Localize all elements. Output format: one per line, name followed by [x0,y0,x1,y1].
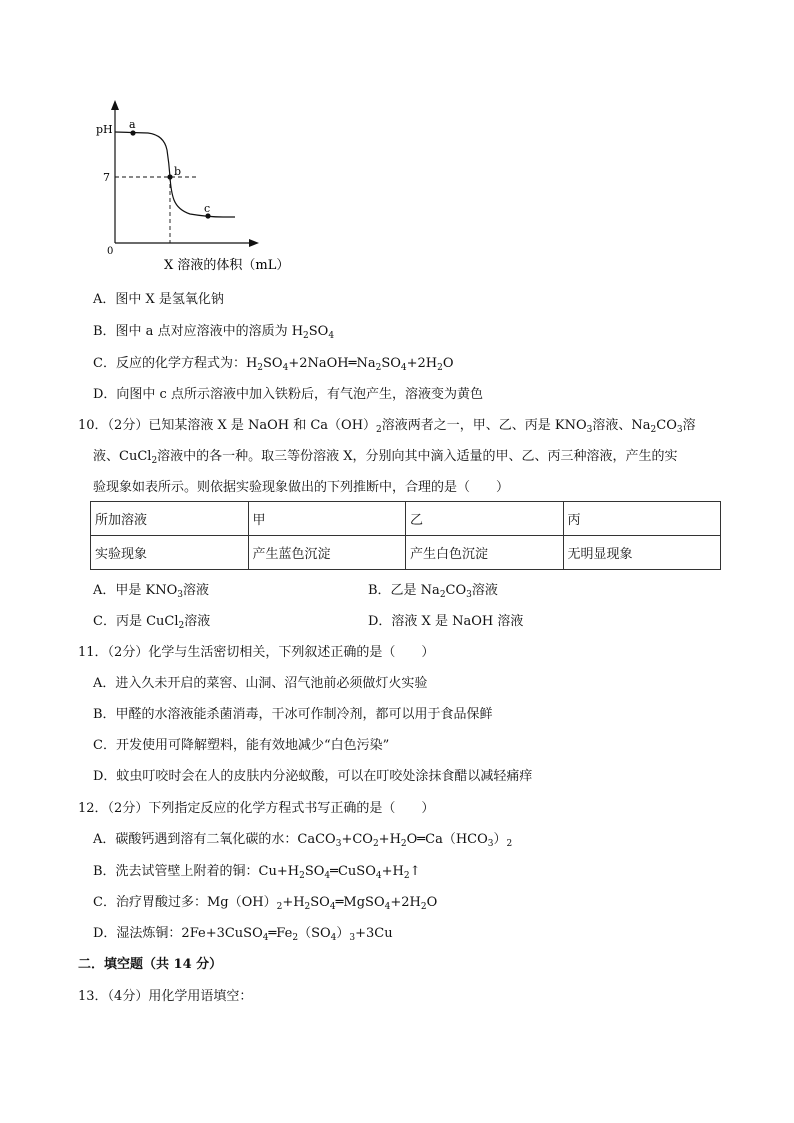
table-cell: 产生白色沉淀 [406,536,564,570]
point-a-marker [130,130,135,135]
table-cell: 乙 [406,502,564,536]
table-cell: 所加溶液 [91,502,249,536]
q11-option-d: D．蚊虫叮咬时会在人的皮肤内分泌蚁酸，可以在叮咬处涂抹食醋以减轻痛痒 [93,769,533,784]
q12-option-b: B．洗去试管壁上附着的铜：$Cu+H_2SO_4═CuSO_4+H_2↑$ [93,864,421,881]
table-cell: 甲 [248,502,406,536]
q9-option-d: D．向图中 c 点所示溶液中加入铁粉后，有气泡产生，溶液变为黄色 [93,387,483,402]
y-tick-7: 7 [103,171,110,184]
q10-stem-line-3: 验现象如表所示。则依据实验现象做出的下列推断中，合理的是（ ） [93,480,510,495]
q10-option-a: A．甲是 $KNO_3$溶液 [93,583,210,600]
table-cell: 实验现象 [91,536,249,570]
point-a-label: a [129,118,136,131]
q11-option-a: A．进入久未开启的菜窖、山洞、沼气池前必须做灯火实验 [93,676,428,691]
x-axis-label: X 溶液的体积（mL） [164,258,290,273]
q9-option-b: B．图中 a 点对应溶液中的溶质为 $H_2SO_4$ [93,324,335,341]
q10-option-d: D．溶液 X 是 NaOH 溶液 [368,614,524,629]
y-axis-label: pH [96,123,113,136]
q12-stem: 12．（2分）下列指定反应的化学方程式书写正确的是（ ） [78,801,435,816]
y-axis-arrow [111,100,119,110]
q9-option-a: A．图中 X 是氢氧化钠 [93,292,224,307]
q10-option-c: C．丙是 CuCl$_2$溶液 [93,614,211,631]
point-b-label: b [174,165,182,178]
table-row [91,536,721,570]
table-cell: 产生蓝色沉淀 [248,536,406,570]
q10-stem-line-2: 液、CuCl$_2$溶液中的各一种。取三等份溶液 X，分别向其中滴入适量的甲、乙、丙三种溶液，产生的实 [93,449,678,466]
table-cell: 无明显现象 [563,536,721,570]
q12-option-a: A．碳酸钙遇到溶有二氧化碳的水：$CaCO_3+CO_2+H_2O═Ca(HCO_3)_2$ [93,832,513,849]
table-row [91,502,721,536]
table-cell: 丙 [563,502,721,536]
q12-option-d: D．湿法炼铜：$2Fe+3CuSO_4═Fe_2(SO_4)_3+3Cu$ [93,926,393,943]
q11-stem: 11．（2分）化学与生活密切相关，下列叙述正确的是（ ） [78,645,435,660]
section-heading: 二．填空题（共 14 分） [78,957,223,972]
ph-titration-graph [88,88,290,278]
q10-option-b: B．乙是 $Na_2CO_3$溶液 [368,583,498,600]
q13-stem: 13．（4分）用化学用语填空： [78,989,253,1004]
origin-label: 0 [107,246,114,257]
q11-option-c: C．开发使用可降解塑料，能有效地减少“白色污染” [93,738,390,753]
q12-option-c: C．治疗胃酸过多：$Mg(OH)_2+H_2SO_4═MgSO_4+2H_2O$ [93,895,438,912]
point-b-marker [167,174,172,179]
q9-option-c: C．反应的化学方程式为：$H_2SO_4+2NaOH═Na_2SO_4+2H_2O$ [93,356,454,373]
q11-option-b: B．甲醛的水溶液能杀菌消毒，干冰可作制冷剂，都可以用于食品保鲜 [93,707,493,722]
q10-stem-line-1: 10．（2分）已知某溶液 X 是 NaOH 和 $Ca(OH)_2$溶液两者之一，甲、乙、丙是 $KNO_3$溶液、$Na_2CO_3$溶 [78,418,696,435]
x-axis-arrow [249,239,259,247]
point-c-label: c [204,202,211,215]
experiment-table [90,501,721,570]
